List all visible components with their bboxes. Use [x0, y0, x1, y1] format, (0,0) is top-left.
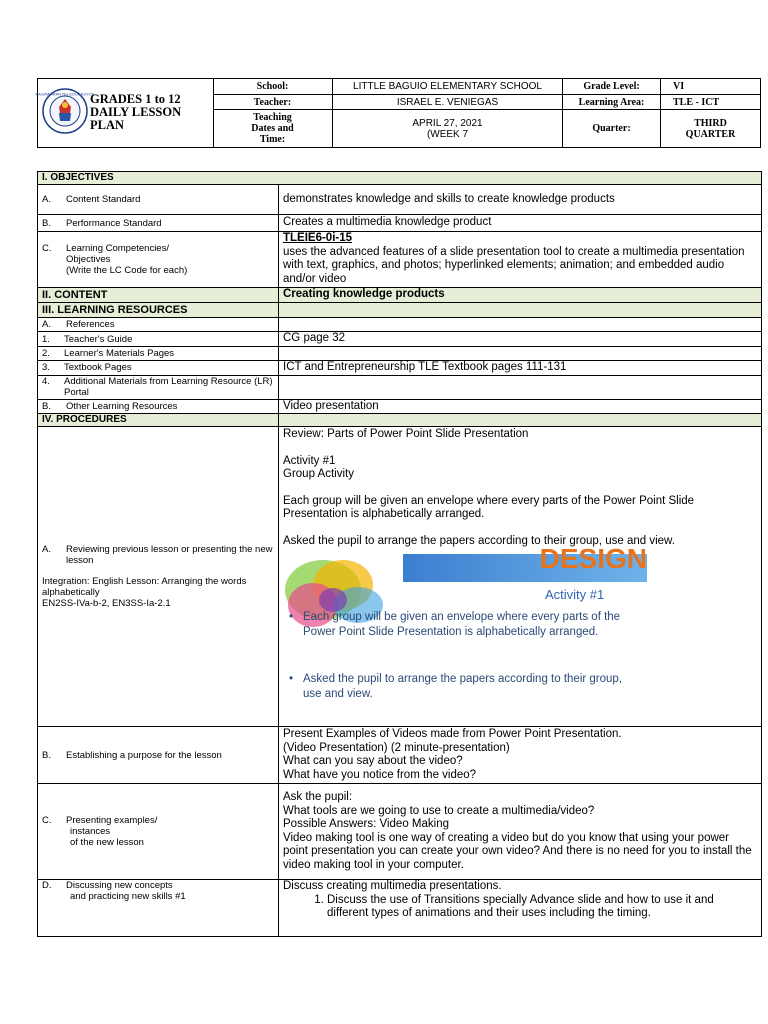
- grade-level-label: Grade Level:: [563, 79, 661, 95]
- svg-text:KAGAWARAN NG EDUKASYON: KAGAWARAN NG EDUKASYON: [35, 91, 95, 97]
- learning-competencies-label: C. Learning Competencies/ Objectives (Write the LC Code for each): [38, 232, 279, 288]
- procedures-section-row: [38, 414, 762, 427]
- procedure-a-label: A. Reviewing previous lesson or presenting the new lesson Integration: English Lesson: Arranging the words alphabetically EN2SS-IVa-b-2, EN3SS-Ia-2.1: [38, 427, 279, 727]
- slide-design-title: DESIGN: [539, 543, 647, 574]
- learning-area-value: TLE - ICT: [661, 95, 760, 110]
- lesson-plan-header: [37, 78, 761, 148]
- lc-description: uses the advanced features of a slide presentation tool to create a multimedia presentation with text, graphics, and photos; hyperlinked elements; animation; and embedded audio and/or video: [283, 245, 745, 285]
- header-info-grid: [213, 79, 760, 147]
- content-standard-value: demonstrates knowledge and skills to create knowledge products: [279, 185, 762, 215]
- content-row: [38, 288, 762, 303]
- procedure-d-content: Discuss creating multimedia presentations. 1. Discuss the use of Transitions specially Advance slide and how to use it and different types of animations and their uses including the timing.: [279, 880, 762, 937]
- header-title-block: [35, 79, 214, 147]
- procedures-blank: [279, 414, 762, 427]
- slide-activity-title: Activity #1: [545, 587, 605, 602]
- procedure-b-row: [38, 727, 762, 784]
- textbook-pages-row: [38, 361, 762, 376]
- school-value: LITTLE BAGUIO ELEMENTARY SCHOOL: [333, 79, 563, 95]
- teachers-guide-label: 1. Teacher's Guide: [38, 332, 279, 347]
- textbook-pages-label: 3. Textbook Pages: [38, 361, 279, 376]
- procedure-d-row: [38, 880, 762, 937]
- procedure-a-row: [38, 427, 762, 727]
- procedure-c-label: C. Presenting examples/ instances of the new lesson: [38, 784, 279, 880]
- integration-note: Integration: English Lesson: Arranging the words alphabetically: [42, 576, 247, 598]
- procedure-d-steps: [283, 894, 757, 921]
- procedure-b-content: Present Examples of Videos made from Power Point Presentation. (Video Presentation) (2 minute-presentation) What can you say about the video? What have you notice from the video?: [279, 727, 762, 784]
- learners-materials-label: 2. Learner's Materials Pages: [38, 347, 279, 361]
- learning-competencies-value: [279, 232, 762, 288]
- content-heading: II. CONTENT: [38, 288, 279, 303]
- additional-materials-label: 4. Additional Materials from Learning Resource (LR) Portal: [38, 375, 279, 399]
- teaching-dates-value: APRIL 27, 2021 (WEEK 7: [333, 110, 563, 147]
- slide-bullet-2: • Asked the pupil to arrange the papers according to their group, use and view.: [289, 673, 623, 700]
- references-row: [38, 318, 762, 332]
- teachers-guide-value: CG page 32: [279, 332, 762, 347]
- performance-standard-row: [38, 215, 762, 232]
- content-value: Creating knowledge products: [279, 288, 762, 303]
- additional-materials-row: [38, 375, 762, 399]
- teaching-dates-label: Teaching Dates and Time:: [213, 110, 333, 147]
- lesson-plan-title: GRADES 1 to 12 DAILY LESSON PLAN: [90, 92, 182, 132]
- textbook-pages-value: ICT and Entrepreneurship TLE Textbook pages 111-131: [279, 361, 762, 376]
- teacher-value: ISRAEL E. VENIEGAS: [333, 95, 563, 110]
- other-resources-row: [38, 399, 762, 414]
- content-standard-row: [38, 185, 762, 215]
- integration-codes: EN2SS-IVa-b-2, EN3SS-Ia-2.1: [42, 598, 171, 609]
- quarter-label: Quarter:: [563, 110, 661, 147]
- learners-materials-row: [38, 347, 762, 361]
- procedure-b-label: B. Establishing a purpose for the lesson: [38, 727, 279, 784]
- performance-standard-value: Creates a multimedia knowledge product: [279, 215, 762, 232]
- other-resources-label: B. Other Learning Resources: [38, 399, 279, 414]
- procedures-heading: IV. PROCEDURES: [38, 414, 279, 427]
- deped-seal-icon: [35, 88, 95, 134]
- objectives-heading: I. OBJECTIVES: [38, 172, 762, 185]
- learning-resources-heading: III. LEARNING RESOURCES: [38, 303, 279, 318]
- learners-materials-value: [279, 347, 762, 361]
- school-label: School:: [213, 79, 333, 95]
- learning-resources-blank: [279, 303, 762, 318]
- references-label: A. References: [38, 318, 279, 332]
- lc-code: TLEIE6-0i-15: [283, 232, 353, 244]
- learning-resources-row: [38, 303, 762, 318]
- learning-area-label: Learning Area:: [563, 95, 661, 110]
- teacher-label: Teacher:: [213, 95, 333, 110]
- teachers-guide-row: [38, 332, 762, 347]
- procedure-d-label: D. Discussing new concepts and practicing new skills #1: [38, 880, 279, 937]
- objectives-section-row: [38, 172, 762, 185]
- slide-bullet-1: • Each group will be given an envelope where every parts of the Power Point Slide Presentation is alphabetically arranged.: [289, 611, 621, 638]
- references-blank: [279, 318, 762, 332]
- grade-level-value: VI: [661, 79, 760, 95]
- other-resources-value: Video presentation: [279, 399, 762, 414]
- procedure-a-content: Review: Parts of Power Point Slide Presentation Activity #1 Group Activity Each group will be given an envelope where every parts of the Power Point Slide Presentation is alphabetically arranged. Asked the pupil to arrange the papers according to their group, use and view. DESIGN Activity #1 • Each group will be given an envelope where every parts of the Power Point Slide Presentation is alphabetically arranged. • Asked the pupil to arrange the papers according to their group, use and view.: [279, 427, 762, 727]
- quarter-value: THIRD QUARTER: [685, 117, 736, 140]
- procedure-c-row: [38, 784, 762, 880]
- content-standard-label: A. Content Standard: [38, 185, 279, 215]
- lesson-plan-table: [37, 171, 762, 937]
- performance-standard-label: B. Performance Standard: [38, 215, 279, 232]
- procedure-d-step-1: 1. Discuss the use of Transitions specially Advance slide and how to use it and different types of animations and their uses including the timing.: [327, 894, 757, 921]
- learning-competencies-row: [38, 232, 762, 288]
- procedure-c-content: Ask the pupil: What tools are we going to use to create a multimedia/video? Possible Answers: Video Making Video making tool is one way of creating a video but do you know that using your power point presentation you can create your own video? And there is no need for you to install the video making tool in your computer.: [279, 784, 762, 880]
- additional-materials-value: [279, 375, 762, 399]
